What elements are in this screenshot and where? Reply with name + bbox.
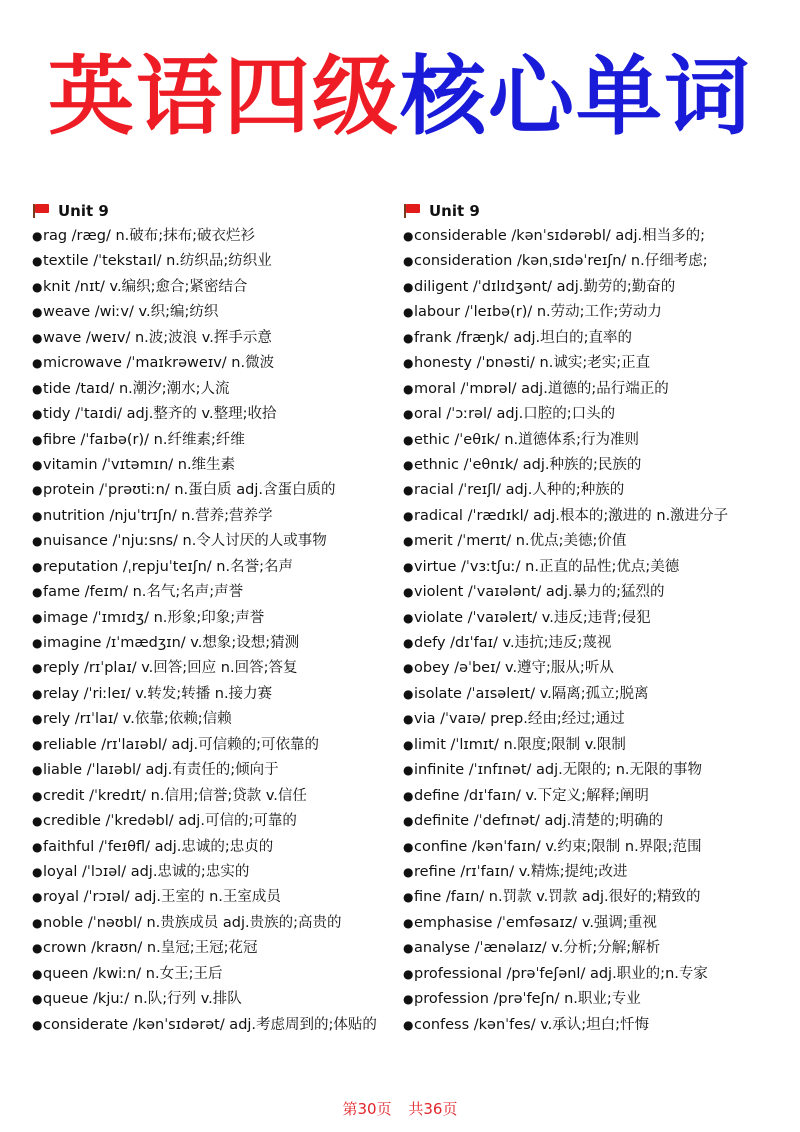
bullet-icon: ● xyxy=(32,915,43,930)
word-entry-text: vitamin /ˈvɪtəmɪn/ n.维生素 xyxy=(43,456,236,473)
unit-label: Unit 9 xyxy=(429,202,480,220)
word-entry-text: fame /feɪm/ n.名气;名声;声誉 xyxy=(43,584,244,601)
word-entry xyxy=(403,707,783,732)
bullet-icon: ● xyxy=(32,839,43,854)
bullet-icon: ● xyxy=(32,1017,43,1032)
word-entry-text: ethic /ˈeθɪk/ n.道德体系;行为准则 xyxy=(414,431,640,448)
word-entry xyxy=(403,682,783,707)
word-entry-text: noble /ˈnəʊbl/ n.贵族成员 adj.贵族的;高贵的 xyxy=(43,914,342,931)
bullet-icon: ● xyxy=(403,407,414,422)
unit-heading xyxy=(403,200,783,222)
word-entry xyxy=(32,249,402,274)
word-entry-text: consideration /kənˌsɪdəˈreɪʃn/ n.仔细考虑; xyxy=(414,253,708,270)
word-entry-text: credit /ˈkredɪt/ n.信用;信誉;贷款 v.信任 xyxy=(43,787,307,804)
bullet-icon: ● xyxy=(403,737,414,752)
bullet-icon: ● xyxy=(403,814,414,829)
bullet-icon: ● xyxy=(32,381,43,396)
word-entry xyxy=(32,835,402,860)
bullet-icon: ● xyxy=(32,890,43,905)
word-entry-text: rag /ræg/ n.破布;抹布;破衣烂衫 xyxy=(43,228,256,244)
bullet-icon: ● xyxy=(403,381,414,396)
word-entry-text: wave /weɪv/ n.波;波浪 v.挥手示意 xyxy=(43,329,272,346)
word-entry xyxy=(32,529,402,554)
word-entry xyxy=(32,224,402,249)
word-entry-text: confess /kənˈfes/ v.承认;坦白;忏悔 xyxy=(414,1016,650,1033)
bullet-icon: ● xyxy=(403,254,414,269)
word-entry-text: microwave /ˈmaɪkrəweɪv/ n.微波 xyxy=(43,355,275,372)
bullet-icon: ● xyxy=(403,483,414,498)
bullet-icon: ● xyxy=(32,432,43,447)
word-entry-text: queue /kjuː/ n.队;行列 v.排队 xyxy=(43,991,242,1008)
word-entry xyxy=(32,606,402,631)
word-entry-text: textile /ˈtekstaɪl/ n.纺织品;纺织业 xyxy=(43,253,272,270)
bullet-icon: ● xyxy=(403,712,414,727)
word-entry xyxy=(32,402,402,427)
word-entry xyxy=(403,529,783,554)
word-entry xyxy=(32,936,402,961)
word-entry-text: considerate /kənˈsɪdərət/ adj.考虑周到的;体贴的 xyxy=(43,1016,377,1033)
word-entry xyxy=(32,885,402,910)
word-entry xyxy=(32,504,402,529)
word-entry-text: obey /əˈbeɪ/ v.遵守;服从;听从 xyxy=(414,660,614,677)
word-entry xyxy=(403,326,783,351)
word-entry xyxy=(403,275,783,300)
word-entry xyxy=(32,580,402,605)
word-entry xyxy=(403,428,783,453)
word-entry xyxy=(403,656,783,681)
word-entry-text: fine /faɪn/ n.罚款 v.罚款 adj.很好的;精致的 xyxy=(414,889,701,906)
bullet-icon: ● xyxy=(32,330,43,345)
word-entry-text: frank /fræŋk/ adj.坦白的;直率的 xyxy=(414,329,633,346)
word-entry-text: credible /ˈkredəbl/ adj.可信的;可靠的 xyxy=(43,813,297,830)
word-entry-text: loyal /ˈlɔɪəl/ adj.忠诚的;忠实的 xyxy=(43,863,250,880)
title-part-2: 核心单词 xyxy=(400,47,752,147)
bullet-icon: ● xyxy=(32,534,43,549)
red-flag-icon xyxy=(403,204,421,218)
page-total: 共36页 xyxy=(408,1100,458,1118)
word-entry xyxy=(403,860,783,885)
word-entry xyxy=(32,962,402,987)
word-entry xyxy=(403,962,783,987)
bullet-icon: ● xyxy=(32,457,43,472)
word-entry-text: racial /ˈreɪʃl/ adj.人种的;种族的 xyxy=(414,482,625,499)
word-entry-text: analyse /ˈænəlaɪz/ v.分析;分解;解析 xyxy=(414,940,661,957)
bullet-icon: ● xyxy=(403,356,414,371)
word-entry xyxy=(403,478,783,503)
word-entry-text: labour /ˈleɪbə(r)/ n.劳动;工作;劳动力 xyxy=(414,304,662,321)
bullet-icon: ● xyxy=(403,686,414,701)
bullet-icon: ● xyxy=(32,661,43,676)
word-entry-text: reputation /ˌrepjuˈteɪʃn/ n.名誉;名声 xyxy=(43,558,293,575)
word-entry-text: isolate /ˈaɪsəleɪt/ v.隔离;孤立;脱离 xyxy=(414,685,649,702)
bullet-icon: ● xyxy=(403,661,414,676)
word-entry xyxy=(32,377,402,402)
bullet-icon: ● xyxy=(32,941,43,956)
word-entry-text: confine /kənˈfaɪn/ v.约束;限制 n.界限;范围 xyxy=(414,838,702,855)
word-entry-text: radical /ˈrædɪkl/ adj.根本的;激进的 n.激进分子 xyxy=(414,507,729,524)
bullet-icon: ● xyxy=(403,229,414,243)
word-entry xyxy=(403,835,783,860)
bullet-icon: ● xyxy=(32,992,43,1007)
bullet-icon: ● xyxy=(403,508,414,523)
word-entry xyxy=(32,275,402,300)
word-entry xyxy=(403,733,783,758)
bullet-icon: ● xyxy=(403,864,414,879)
bullet-icon: ● xyxy=(403,890,414,905)
word-entry xyxy=(32,860,402,885)
word-entry-text: virtue /ˈvɜːtʃuː/ n.正直的品性;优点;美德 xyxy=(414,558,680,575)
word-entry xyxy=(403,402,783,427)
word-entry xyxy=(32,809,402,834)
bullet-icon: ● xyxy=(32,508,43,523)
word-entry xyxy=(403,606,783,631)
word-list xyxy=(32,224,402,1038)
word-entry xyxy=(403,377,783,402)
word-entry-text: refine /rɪˈfaɪn/ v.精炼;提纯;改进 xyxy=(414,863,628,880)
word-entry xyxy=(403,936,783,961)
word-entry xyxy=(32,478,402,503)
word-entry xyxy=(403,1013,783,1038)
word-entry-text: professional /prəˈfeʃənl/ adj.职业的;n.专家 xyxy=(414,965,708,982)
word-entry xyxy=(32,428,402,453)
page-number: 第30页 xyxy=(342,1100,392,1118)
word-entry xyxy=(403,555,783,580)
word-entry-text: nutrition /njuˈtrɪʃn/ n.营养;营养学 xyxy=(43,507,273,524)
word-entry-text: emphasise /ˈemfəsaɪz/ v.强调;重视 xyxy=(414,914,657,931)
word-entry xyxy=(32,1013,402,1038)
word-entry xyxy=(403,249,783,274)
word-entry-text: ethnic /ˈeθnɪk/ adj.种族的;民族的 xyxy=(414,456,642,473)
word-entry xyxy=(32,656,402,681)
word-entry xyxy=(403,784,783,809)
word-entry-text: define /dɪˈfaɪn/ v.下定义;解释;阐明 xyxy=(414,787,649,804)
word-entry-text: image /ˈɪmɪdʒ/ n.形象;印象;声誉 xyxy=(43,609,265,626)
word-entry-text: queen /kwiːn/ n.女王;王后 xyxy=(43,965,223,982)
bullet-icon: ● xyxy=(403,941,414,956)
page-title xyxy=(0,42,800,152)
bullet-icon: ● xyxy=(32,788,43,803)
word-entry-text: considerable /kənˈsɪdərəbl/ adj.相当多的; xyxy=(414,228,706,244)
bullet-icon: ● xyxy=(403,305,414,320)
word-entry xyxy=(403,351,783,376)
bullet-icon: ● xyxy=(403,915,414,930)
word-entry-text: tidy /ˈtaɪdi/ adj.整齐的 v.整理;收拾 xyxy=(43,406,277,423)
bullet-icon: ● xyxy=(32,279,43,294)
bullet-icon: ● xyxy=(403,279,414,294)
bullet-icon: ● xyxy=(32,229,43,243)
unit-heading xyxy=(32,200,402,222)
word-entry-text: relay /ˈriːleɪ/ v.转发;转播 n.接力赛 xyxy=(43,685,273,702)
word-entry-text: defy /dɪˈfaɪ/ v.违抗;违反;蔑视 xyxy=(414,635,612,651)
word-entry-text: violate /ˈvaɪəleɪt/ v.违反;违背;侵犯 xyxy=(414,609,651,626)
word-entry-text: weave /wiːv/ v.织;编;纺织 xyxy=(43,304,219,321)
bullet-icon: ● xyxy=(403,610,414,625)
word-entry xyxy=(403,911,783,936)
bullet-icon: ● xyxy=(32,864,43,879)
word-entry-text: reliable /rɪˈlaɪəbl/ adj.可信赖的;可依靠的 xyxy=(43,736,320,753)
red-flag-icon xyxy=(32,204,50,218)
word-entry-text: imagine /ɪˈmædʒɪn/ v.想象;设想;猜测 xyxy=(43,635,300,651)
bullet-icon: ● xyxy=(32,610,43,625)
word-entry-text: violent /ˈvaɪələnt/ adj.暴力的;猛烈的 xyxy=(414,584,665,601)
word-entry-text: fibre /ˈfaɪbə(r)/ n.纤维素;纤维 xyxy=(43,431,245,448)
word-entry-text: crown /kraʊn/ n.皇冠;王冠;花冠 xyxy=(43,940,258,957)
bullet-icon: ● xyxy=(32,483,43,498)
word-entry xyxy=(32,682,402,707)
bullet-icon: ● xyxy=(32,814,43,829)
bullet-icon: ● xyxy=(32,407,43,422)
right-column xyxy=(403,200,783,1038)
word-entry xyxy=(403,987,783,1012)
word-entry-text: diligent /ˈdɪlɪdʒənt/ adj.勤劳的;勤奋的 xyxy=(414,278,676,295)
word-entry xyxy=(32,351,402,376)
word-entry xyxy=(32,784,402,809)
bullet-icon: ● xyxy=(403,330,414,345)
word-entry xyxy=(32,555,402,580)
bullet-icon: ● xyxy=(403,457,414,472)
word-entry xyxy=(32,911,402,936)
bullet-icon: ● xyxy=(403,788,414,803)
word-entry-text: profession /prəˈfeʃn/ n.职业;专业 xyxy=(414,991,641,1008)
bullet-icon: ● xyxy=(403,585,414,600)
bullet-icon: ● xyxy=(403,432,414,447)
word-entry-text: liable /ˈlaɪəbl/ adj.有责任的;倾向于 xyxy=(43,762,279,779)
page-footer xyxy=(0,1098,800,1119)
word-entry-text: moral /ˈmɒrəl/ adj.道德的;品行端正的 xyxy=(414,380,669,397)
bullet-icon: ● xyxy=(403,559,414,574)
bullet-icon: ● xyxy=(32,585,43,600)
bullet-icon: ● xyxy=(32,356,43,371)
word-entry-text: protein /ˈprəʊtiːn/ n.蛋白质 adj.含蛋白质的 xyxy=(43,482,336,499)
word-entry xyxy=(403,758,783,783)
word-entry xyxy=(32,758,402,783)
bullet-icon: ● xyxy=(32,966,43,981)
word-entry xyxy=(32,300,402,325)
word-entry-text: definite /ˈdefɪnət/ adj.清楚的;明确的 xyxy=(414,813,664,830)
word-entry xyxy=(32,987,402,1012)
word-entry-text: royal /ˈrɔɪəl/ adj.王室的 n.王室成员 xyxy=(43,889,281,906)
unit-label: Unit 9 xyxy=(58,202,109,220)
bullet-icon: ● xyxy=(403,534,414,549)
word-entry-text: oral /ˈɔːrəl/ adj.口腔的;口头的 xyxy=(414,406,616,423)
bullet-icon: ● xyxy=(403,763,414,778)
title-part-1: 英语四级 xyxy=(48,47,400,147)
bullet-icon: ● xyxy=(403,992,414,1007)
word-entry xyxy=(403,631,783,656)
bullet-icon: ● xyxy=(32,737,43,752)
bullet-icon: ● xyxy=(403,966,414,981)
word-entry-text: faithful /ˈfeɪθfl/ adj.忠诚的;忠贞的 xyxy=(43,838,274,855)
word-entry xyxy=(403,224,783,249)
word-entry-text: honesty /ˈɒnəsti/ n.诚实;老实;正直 xyxy=(414,355,651,372)
word-entry-text: tide /taɪd/ n.潮汐;潮水;人流 xyxy=(43,380,230,397)
word-entry-text: reply /rɪˈplaɪ/ v.回答;回应 n.回答;答复 xyxy=(43,660,298,677)
word-entry-text: infinite /ˈɪnfɪnət/ adj.无限的; n.无限的事物 xyxy=(414,762,703,779)
bullet-icon: ● xyxy=(403,1017,414,1032)
bullet-icon: ● xyxy=(403,636,414,650)
bullet-icon: ● xyxy=(32,763,43,778)
word-entry xyxy=(403,300,783,325)
word-entry xyxy=(32,453,402,478)
bullet-icon: ● xyxy=(32,686,43,701)
word-entry-text: knit /nɪt/ v.编织;愈合;紧密结合 xyxy=(43,278,248,295)
bullet-icon: ● xyxy=(32,254,43,269)
word-entry-text: merit /ˈmerɪt/ n.优点;美德;价值 xyxy=(414,533,627,550)
word-entry xyxy=(403,809,783,834)
bullet-icon: ● xyxy=(32,636,43,650)
word-entry-text: limit /ˈlɪmɪt/ n.限度;限制 v.限制 xyxy=(414,736,626,753)
word-entry xyxy=(32,326,402,351)
word-list xyxy=(403,224,783,1038)
word-entry xyxy=(32,631,402,656)
word-entry-text: via /ˈvaɪə/ prep.经由;经过;通过 xyxy=(414,711,625,728)
bullet-icon: ● xyxy=(32,712,43,727)
word-entry xyxy=(403,580,783,605)
word-entry xyxy=(32,707,402,732)
bullet-icon: ● xyxy=(32,305,43,320)
word-entry xyxy=(403,504,783,529)
word-entry xyxy=(403,453,783,478)
bullet-icon: ● xyxy=(403,839,414,854)
bullet-icon: ● xyxy=(32,559,43,574)
word-entry xyxy=(403,885,783,910)
word-entry-text: rely /rɪˈlaɪ/ v.依靠;依赖;信赖 xyxy=(43,711,232,728)
word-entry xyxy=(32,733,402,758)
word-entry-text: nuisance /ˈnjuːsns/ n.令人讨厌的人或事物 xyxy=(43,533,327,550)
left-column xyxy=(32,200,402,1038)
